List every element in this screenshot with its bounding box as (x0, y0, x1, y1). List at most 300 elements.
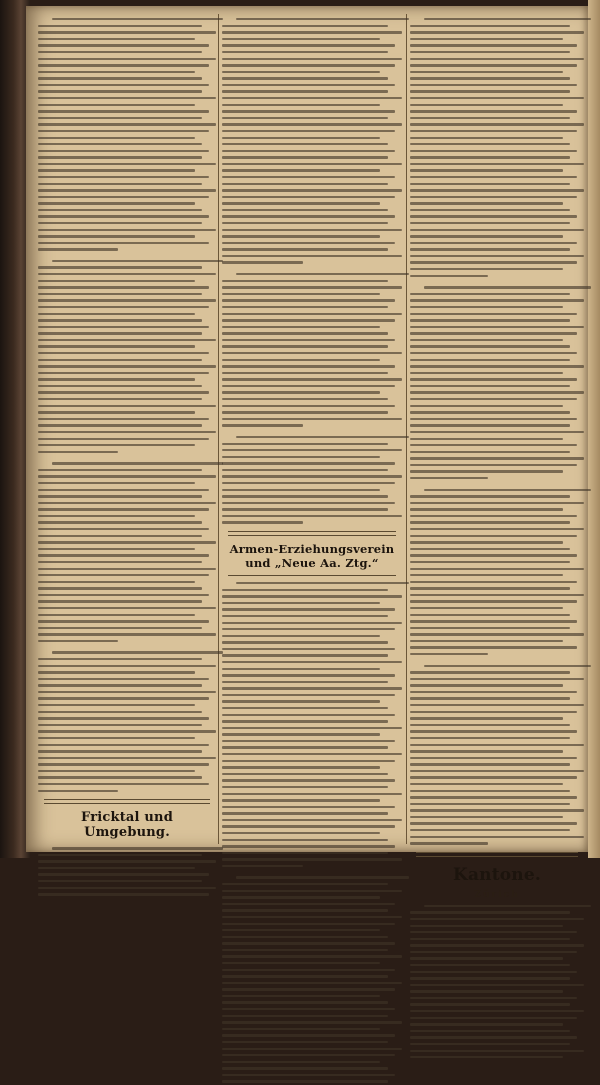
text-line (410, 1036, 577, 1038)
text-line (38, 143, 202, 145)
text-line (38, 724, 202, 726)
text-line (410, 951, 577, 953)
text-line (410, 548, 570, 550)
text-line (410, 319, 570, 321)
text-line (38, 293, 202, 295)
text-line (222, 793, 402, 795)
text-line (222, 615, 388, 617)
text-line (410, 997, 577, 999)
text-line (222, 359, 380, 361)
text-line (222, 475, 402, 477)
text-line (38, 717, 209, 719)
text-line (410, 803, 570, 805)
text-line (410, 535, 577, 537)
text-line (410, 594, 584, 596)
text-line (410, 763, 570, 765)
text-line (222, 280, 388, 282)
text-line (410, 587, 570, 589)
text-line (410, 90, 570, 92)
text-line (410, 391, 584, 393)
text-line (222, 707, 388, 709)
text-line (222, 508, 388, 510)
text-line (38, 548, 195, 550)
text-line (410, 385, 570, 387)
text-line (38, 299, 216, 301)
text-line (410, 829, 570, 831)
text-line (222, 852, 388, 854)
text-line (222, 405, 395, 407)
text-line (38, 90, 202, 92)
text-line (410, 44, 577, 46)
text-line (222, 183, 388, 185)
text-line (222, 306, 388, 308)
text-line (38, 776, 202, 778)
text-line (38, 273, 216, 275)
text-line (38, 97, 216, 99)
text-line (38, 51, 202, 53)
text-line (410, 470, 563, 472)
text-line (38, 600, 202, 602)
text-line (52, 18, 223, 20)
text-line (222, 293, 380, 295)
text-line (410, 1050, 584, 1052)
text-line (38, 248, 118, 250)
text-line (222, 1074, 395, 1076)
text-line (410, 528, 584, 530)
text-line (222, 858, 402, 860)
text-line (410, 332, 577, 334)
text-line (38, 398, 202, 400)
text-line (38, 176, 209, 178)
text-line (410, 418, 577, 420)
text-line (38, 867, 195, 869)
text-line (38, 183, 202, 185)
text-line (222, 845, 395, 847)
text-line (222, 962, 380, 964)
text-line (222, 949, 388, 951)
text-line (222, 137, 380, 139)
text-line (222, 896, 380, 898)
text-line (222, 988, 395, 990)
text-line (222, 299, 395, 301)
article-text-block (410, 486, 584, 657)
text-line (410, 620, 577, 622)
text-line (410, 836, 584, 838)
text-line (38, 418, 209, 420)
text-line (222, 235, 380, 237)
article-text-block (222, 874, 402, 1085)
text-line (410, 600, 577, 602)
text-line (410, 169, 563, 171)
text-line (410, 581, 577, 583)
text-line (410, 918, 584, 920)
text-line (38, 607, 216, 609)
text-line (222, 58, 402, 60)
text-line (424, 18, 591, 20)
text-line (410, 431, 584, 433)
text-line (410, 790, 570, 792)
text-line (222, 209, 388, 211)
section-heading-fricktal: Fricktal und Umgebung. (81, 810, 173, 841)
text-line (38, 482, 195, 484)
text-line (410, 737, 570, 739)
text-line (38, 535, 202, 537)
text-line (410, 796, 577, 798)
text-line (52, 260, 223, 262)
text-line (222, 825, 395, 827)
text-line (222, 1061, 380, 1063)
text-line (222, 740, 395, 742)
text-line (222, 1028, 380, 1030)
text-line (410, 730, 577, 732)
text-line (410, 990, 563, 992)
text-line (410, 359, 570, 361)
text-line (410, 541, 563, 543)
text-line (38, 671, 195, 673)
text-line (222, 398, 388, 400)
text-line (38, 242, 209, 244)
text-line (222, 1008, 395, 1010)
text-line (38, 444, 195, 446)
text-line (222, 319, 395, 321)
text-line (410, 568, 584, 570)
text-line (410, 717, 563, 719)
column-2 (222, 16, 402, 844)
text-line (38, 339, 216, 341)
text-line (38, 614, 195, 616)
text-line (38, 574, 209, 576)
text-line (222, 746, 388, 748)
text-line (38, 495, 202, 497)
text-line (222, 1001, 388, 1003)
text-line (222, 674, 395, 676)
text-line (38, 594, 209, 596)
text-line (38, 38, 195, 40)
text-line (410, 84, 577, 86)
text-line (410, 495, 570, 497)
text-line (38, 763, 209, 765)
text-line (410, 255, 584, 257)
text-line (410, 750, 563, 752)
text-line (410, 313, 577, 315)
text-line (222, 635, 380, 637)
text-line (38, 678, 209, 680)
text-line (222, 313, 402, 315)
text-line (222, 104, 380, 106)
text-line (222, 903, 395, 905)
text-line (410, 123, 584, 125)
text-line (222, 654, 388, 656)
text-line (222, 352, 402, 354)
text-line (222, 727, 402, 729)
text-line (410, 326, 584, 328)
text-line (38, 424, 202, 426)
text-line (410, 130, 577, 132)
text-line (38, 385, 202, 387)
text-line (410, 561, 570, 563)
text-line (38, 665, 216, 667)
text-line (38, 684, 202, 686)
text-line (222, 628, 395, 630)
text-line (410, 275, 488, 277)
text-line (222, 969, 395, 971)
text-line (222, 462, 395, 464)
text-line (222, 25, 388, 27)
text-line (52, 847, 223, 849)
text-line (38, 202, 195, 204)
text-line (410, 971, 577, 973)
article-text-block (410, 284, 584, 481)
text-line (410, 378, 577, 380)
text-line (38, 880, 202, 882)
column-rule (406, 14, 407, 844)
text-line (222, 668, 380, 670)
text-line (410, 352, 577, 354)
text-line (222, 1048, 402, 1050)
text-line (38, 438, 209, 440)
text-line (222, 865, 303, 867)
text-line (222, 622, 402, 624)
text-line (410, 464, 577, 466)
text-line (410, 931, 577, 933)
text-line (222, 773, 388, 775)
text-line (38, 209, 202, 211)
text-line (236, 876, 409, 878)
text-line (222, 123, 402, 125)
text-line (38, 737, 195, 739)
text-line (410, 554, 577, 556)
text-line (222, 832, 380, 834)
text-line (222, 602, 380, 604)
text-line (38, 280, 195, 282)
text-line (38, 587, 202, 589)
text-line (38, 887, 216, 889)
text-line (222, 411, 388, 413)
text-line (222, 1015, 388, 1017)
text-line (38, 873, 209, 875)
text-line (236, 582, 409, 584)
text-line (410, 691, 577, 693)
text-line (222, 332, 388, 334)
text-line (222, 812, 388, 814)
article-text-block (38, 258, 216, 455)
text-line (236, 273, 409, 275)
text-line (222, 255, 402, 257)
text-line (222, 495, 388, 497)
text-line (38, 117, 202, 119)
text-line (410, 1043, 570, 1045)
text-line (38, 469, 202, 471)
text-line (410, 477, 488, 479)
text-line (410, 744, 584, 746)
text-line (410, 521, 570, 523)
text-line (410, 842, 488, 844)
text-line (38, 84, 209, 86)
text-line (222, 189, 402, 191)
text-line (410, 398, 577, 400)
article-text-block (222, 434, 402, 526)
text-line (38, 711, 202, 713)
text-line (38, 489, 209, 491)
text-line (410, 104, 563, 106)
text-line (38, 44, 209, 46)
subheading-zuerich: Zürich (474, 889, 520, 900)
text-line (222, 77, 388, 79)
text-line (222, 733, 380, 735)
text-line (222, 1080, 388, 1082)
text-line (410, 137, 563, 139)
text-line (410, 71, 563, 73)
text-line (222, 942, 395, 944)
text-line (222, 372, 388, 374)
article-text-block (38, 649, 216, 794)
column-1 (38, 16, 216, 844)
text-line (410, 411, 570, 413)
text-line (410, 627, 570, 629)
text-line (424, 905, 591, 907)
text-line (38, 235, 195, 237)
text-line (222, 995, 380, 997)
text-line (222, 766, 380, 768)
text-line (410, 451, 570, 453)
text-line (410, 1017, 577, 1019)
text-line (410, 299, 584, 301)
text-line (38, 359, 202, 361)
text-line (410, 215, 577, 217)
text-line (222, 196, 395, 198)
text-line (38, 345, 195, 347)
text-line (410, 964, 570, 966)
text-line (52, 462, 223, 464)
column-rule (218, 14, 219, 844)
text-line (410, 229, 584, 231)
text-line (38, 691, 216, 693)
text-line (38, 25, 202, 27)
text-line (410, 143, 570, 145)
text-line (38, 730, 216, 732)
text-line (222, 469, 388, 471)
text-line (222, 681, 388, 683)
text-line (222, 169, 380, 171)
text-line (38, 332, 202, 334)
text-line (410, 704, 584, 706)
text-line (410, 209, 570, 211)
text-line (38, 640, 118, 642)
text-line (410, 222, 570, 224)
text-line (222, 215, 395, 217)
text-line (38, 541, 216, 543)
text-line (222, 378, 402, 380)
text-line (410, 97, 584, 99)
text-line (222, 449, 402, 451)
text-line (410, 671, 570, 673)
text-line (222, 97, 402, 99)
text-line (222, 839, 388, 841)
text-line (222, 502, 395, 504)
text-line (38, 757, 216, 759)
text-line (222, 515, 402, 517)
newspaper-page (26, 6, 588, 900)
text-line (38, 365, 216, 367)
text-line (222, 720, 388, 722)
text-line (410, 770, 584, 772)
text-line (410, 1030, 570, 1032)
text-line (38, 750, 202, 752)
text-line (410, 196, 577, 198)
text-line (222, 595, 402, 597)
text-line (222, 521, 303, 523)
text-line (38, 77, 202, 79)
text-line (410, 372, 563, 374)
text-line (38, 521, 202, 523)
text-line (410, 293, 570, 295)
text-line (38, 326, 209, 328)
text-line (410, 176, 577, 178)
text-line (38, 508, 209, 510)
text-line (38, 627, 202, 629)
text-line (38, 150, 209, 152)
text-line (410, 633, 584, 635)
text-line (410, 724, 570, 726)
text-line (410, 306, 563, 308)
text-line (222, 143, 388, 145)
text-line (222, 326, 380, 328)
text-line (222, 176, 395, 178)
text-line (410, 183, 570, 185)
text-line (38, 215, 209, 217)
text-line (410, 64, 577, 66)
text-line (410, 163, 584, 165)
text-line (38, 189, 216, 191)
section-divider (44, 799, 210, 804)
text-line (410, 405, 563, 407)
text-line (38, 266, 202, 268)
text-line (38, 378, 195, 380)
text-line (222, 982, 402, 984)
article-text-block (222, 16, 402, 266)
text-line (38, 770, 195, 772)
text-line (222, 916, 402, 918)
text-line (424, 286, 591, 288)
section-divider (228, 575, 396, 576)
text-line (222, 339, 395, 341)
text-line (38, 71, 195, 73)
text-line (410, 77, 570, 79)
text-line (222, 806, 395, 808)
text-line (410, 25, 570, 27)
text-line (38, 405, 216, 407)
text-line (410, 235, 563, 237)
text-line (38, 110, 209, 112)
text-line (222, 385, 395, 387)
text-line (38, 123, 216, 125)
text-line (38, 169, 195, 171)
text-line (410, 117, 570, 119)
text-line (410, 261, 577, 263)
text-line (410, 365, 584, 367)
text-line (222, 909, 388, 911)
text-line (38, 196, 209, 198)
text-line (222, 202, 380, 204)
text-line (38, 156, 202, 158)
text-line (410, 977, 570, 979)
text-line (38, 790, 118, 792)
text-line (236, 18, 409, 20)
text-line (222, 391, 380, 393)
text-line (410, 925, 563, 927)
text-line (38, 561, 202, 563)
text-line (424, 665, 591, 667)
